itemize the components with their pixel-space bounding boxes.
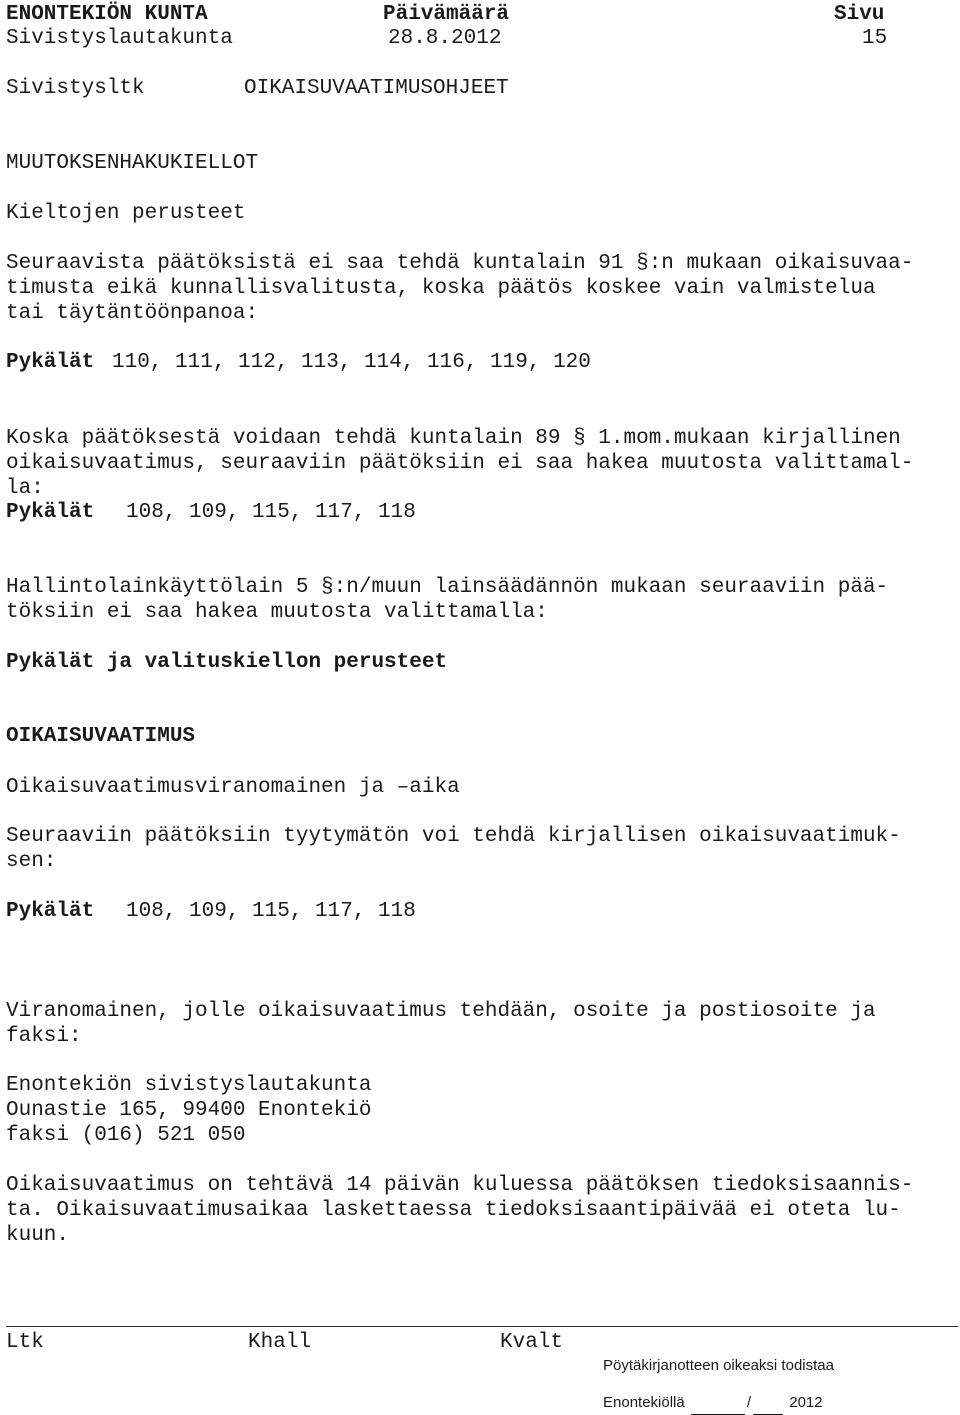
address-line: Enontekiön sivistyslautakunta xyxy=(6,1074,372,1097)
paragraph-line: Seuraaviin päätöksiin tyytymätön voi tehdä kirjallisen oikaisuvaatimuk- xyxy=(6,825,901,848)
paragraph-line: kuun. xyxy=(6,1224,70,1247)
pykalat-list-oikaisuvaatimus-2: 108, 109, 115, 117, 118 xyxy=(126,900,416,923)
pykalat-label: Pykälät xyxy=(6,351,95,374)
municipality-name: ENONTEKIÖN KUNTA xyxy=(6,3,208,26)
page-label: Sivu xyxy=(834,3,885,26)
document-date: 28.8.2012 xyxy=(388,27,502,50)
footer-ltk: Ltk xyxy=(6,1331,44,1354)
paragraph-line: Seuraavista päätöksistä ei saa tehdä kuntalain 91 §:n mukaan oikaisuvaa- xyxy=(6,252,914,275)
paragraph-line: sen: xyxy=(6,850,57,873)
board-name: Sivistyslautakunta xyxy=(6,27,233,50)
paragraph-line: Oikaisuvaatimus on tehtävä 14 päivän kuluessa päätöksen tiedoksisaannis- xyxy=(6,1174,914,1197)
pykalat-label: Pykälät xyxy=(6,900,95,923)
footer-kvalt: Kvalt xyxy=(500,1331,564,1354)
footer-signature-line xyxy=(603,1390,823,1415)
paragraph-line: tai täytäntöönpanoa: xyxy=(6,302,259,325)
month-blank xyxy=(753,1399,783,1415)
subheading-viranomainen-aika: Oikaisuvaatimusviranomainen ja –aika xyxy=(6,776,460,799)
document-title: OIKAISUVAATIMUSOHJEET xyxy=(244,77,509,100)
footer-slash: / xyxy=(746,1394,752,1411)
footer-khall: Khall xyxy=(248,1331,312,1354)
footer-place: Enontekiöllä xyxy=(603,1394,685,1411)
page-number: 15 xyxy=(862,27,888,50)
address-line: faksi (016) 521 050 xyxy=(6,1124,246,1147)
paragraph-line: töksiin ei saa hakea muutosta valittamalla: xyxy=(6,601,548,624)
paragraph-line: ta. Oikaisuvaatimusaikaa laskettaessa tiedoksisaantipäivää ei oteta lu- xyxy=(6,1199,901,1222)
paragraph-line: Hallintolainkäyttölain 5 §:n/muun lainsäädännön mukaan seuraaviin pää- xyxy=(6,576,889,599)
footer-certify: Pöytäkirjanotteen oikeaksi todistaa xyxy=(603,1357,834,1374)
pykalat-valituskielto-heading: Pykälät ja valituskiellon perusteet xyxy=(6,651,448,674)
day-blank xyxy=(691,1399,745,1415)
footer-divider xyxy=(6,1326,958,1327)
board-short: Sivistysltk xyxy=(6,77,145,100)
footer-year: 2012 xyxy=(789,1394,823,1411)
pykalat-label: Pykälät xyxy=(6,501,95,524)
heading-oikaisuvaatimus: OIKAISUVAATIMUS xyxy=(6,725,196,748)
paragraph-line: timusta eikä kunnallisvalitusta, koska päätös koskee vain valmistelua xyxy=(6,277,876,300)
paragraph-line: oikaisuvaatimus, seuraaviin päätöksiin ei saa hakea muutosta valittamal- xyxy=(6,452,914,475)
subheading-kieltojen-perusteet: Kieltojen perusteet xyxy=(6,202,246,225)
paragraph-line: Koska päätöksestä voidaan tehdä kuntalain 89 § 1.mom.mukaan kirjallinen xyxy=(6,427,901,450)
paragraph-line: faksi: xyxy=(6,1025,82,1048)
date-label: Päivämäärä xyxy=(383,3,510,26)
heading-muutoksenhakukiellot: MUUTOKSENHAKUKIELLOT xyxy=(6,152,259,175)
paragraph-line: Viranomainen, jolle oikaisuvaatimus tehdään, osoite ja postiosoite ja xyxy=(6,1000,876,1023)
address-line: Ounastie 165, 99400 Enontekiö xyxy=(6,1099,372,1122)
pykalat-list-oikaisuvaatimus: 108, 109, 115, 117, 118 xyxy=(126,501,416,524)
pykalat-list-valmistelu: 110, 111, 112, 113, 114, 116, 119, 120 xyxy=(112,351,591,374)
paragraph-line: la: xyxy=(6,477,44,500)
